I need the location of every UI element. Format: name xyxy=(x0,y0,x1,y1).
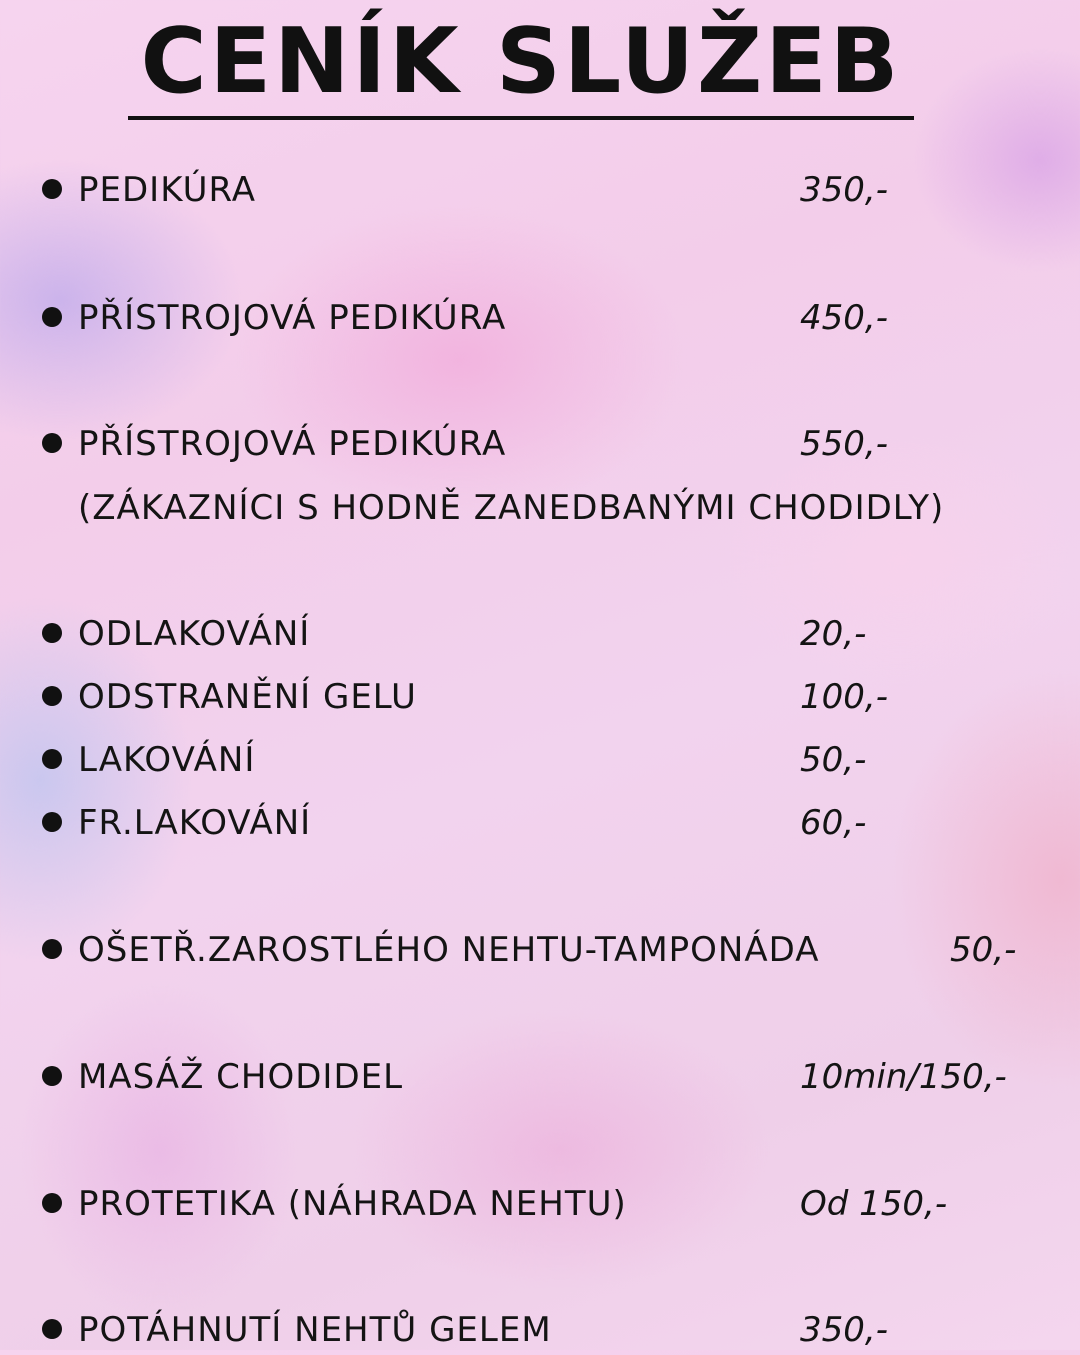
service-name: OŠETŘ.ZAROSTLÉHO NEHTU-TAMPONÁDA xyxy=(78,930,820,970)
service-price: Od 150,- xyxy=(800,1184,948,1224)
service-name: PŘÍSTROJOVÁ PEDIKÚRA xyxy=(78,298,507,338)
service-name: PEDIKÚRA xyxy=(78,170,256,210)
price-list-item xyxy=(0,925,1080,975)
bullet-icon xyxy=(42,623,62,643)
service-price: 50,- xyxy=(800,740,867,780)
price-list-item xyxy=(0,165,1080,215)
bullet-icon xyxy=(42,307,62,327)
service-price: 20,- xyxy=(800,614,867,654)
bullet-icon xyxy=(42,433,62,453)
service-name: PROTETIKA (NÁHRADA NEHTU) xyxy=(78,1184,627,1224)
service-name: MASÁŽ CHODIDEL xyxy=(78,1057,404,1097)
service-name: FR.LAKOVÁNÍ xyxy=(78,803,312,843)
service-price: 550,- xyxy=(800,424,888,464)
price-list-item xyxy=(0,1179,1080,1229)
service-price: 100,- xyxy=(800,677,888,717)
price-list-item xyxy=(0,419,1080,528)
bullet-icon xyxy=(42,1066,62,1086)
price-list-item xyxy=(0,1052,1080,1102)
service-note: (ZÁKAZNÍCI S HODNĚ ZANEDBANÝMI CHODIDLY) xyxy=(78,488,945,528)
bullet-icon xyxy=(42,812,62,832)
service-price: 450,- xyxy=(800,298,888,338)
price-list-item xyxy=(0,672,1080,722)
service-price: 350,- xyxy=(800,1310,888,1350)
service-name: LAKOVÁNÍ xyxy=(78,740,256,780)
bullet-icon xyxy=(42,686,62,706)
price-list-item xyxy=(0,1305,1080,1355)
service-name: ODSTRANĚNÍ GELU xyxy=(78,677,417,717)
service-price: 50,- xyxy=(950,930,1017,970)
price-list-item xyxy=(0,293,1080,343)
price-list-item xyxy=(0,609,1080,659)
service-name: PŘÍSTROJOVÁ PEDIKÚRA xyxy=(78,424,507,464)
service-price: 10min/150,- xyxy=(800,1057,1007,1097)
service-price: 60,- xyxy=(800,803,867,843)
service-name: ODLAKOVÁNÍ xyxy=(78,614,311,654)
bullet-icon xyxy=(42,1193,62,1213)
price-list-item xyxy=(0,735,1080,785)
price-list-item xyxy=(0,798,1080,848)
service-price: 350,- xyxy=(800,170,888,210)
page-title: CENÍK SLUŽEB xyxy=(128,10,914,120)
bullet-icon xyxy=(42,1319,62,1339)
bullet-icon xyxy=(42,179,62,199)
service-name: POTÁHNUTÍ NEHTŮ GELEM xyxy=(78,1310,552,1350)
bullet-icon xyxy=(42,749,62,769)
bullet-icon xyxy=(42,939,62,959)
